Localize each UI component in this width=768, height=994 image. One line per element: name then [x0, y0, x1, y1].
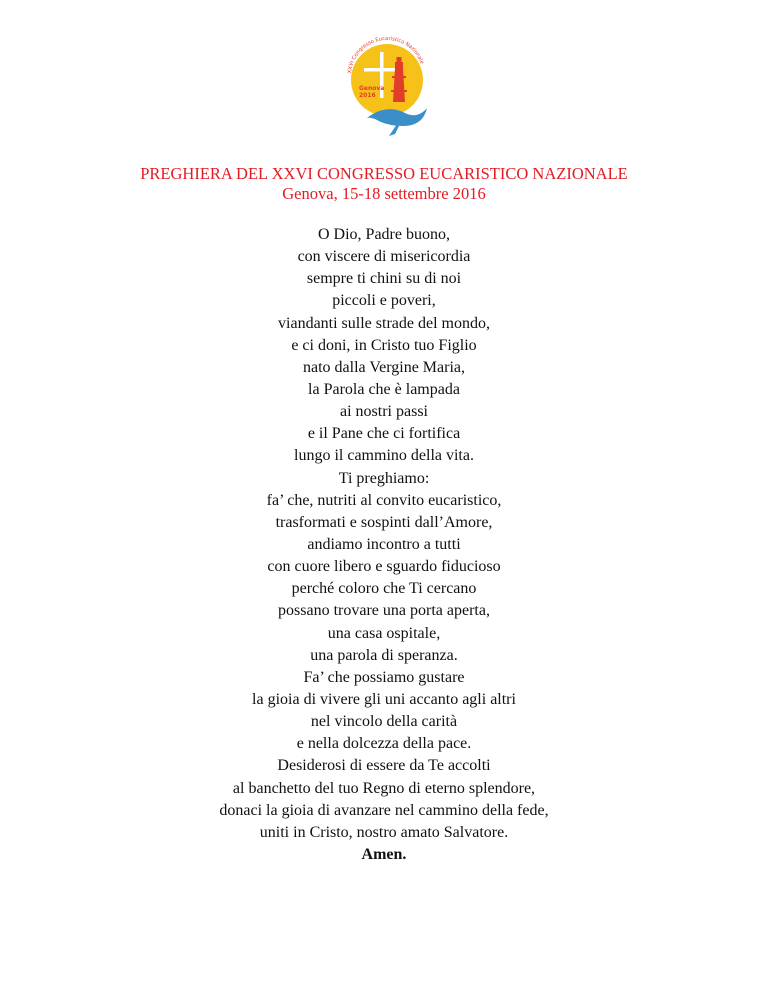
prayer-line: e il Pane che ci fortifica	[307, 425, 461, 443]
prayer-line: fa’ che, nutriti al convito eucaristico,	[266, 491, 502, 509]
congress-logo	[337, 28, 437, 138]
prayer-line: piccoli e poveri,	[332, 292, 436, 310]
logo-arc-text: XXVI Congresso Eucaristico Nazionale	[347, 35, 425, 74]
prayer-line: viandanti sulle strade del mondo,	[278, 314, 490, 332]
logo-sun	[351, 44, 423, 116]
prayer-line: e nella dolcezza della pace.	[296, 735, 472, 753]
prayer-line: la gioia di vivere gli uni accanto agli altri	[252, 690, 516, 708]
prayer-line: una casa ospitale,	[327, 624, 441, 642]
logo-wave-tail	[389, 124, 399, 136]
prayer-line: sempre ti chini su di noi	[306, 270, 462, 288]
logo-city: Genova	[359, 85, 385, 92]
prayer-line: O Dio, Padre buono,	[318, 226, 450, 243]
prayer-line: e ci doni, in Cristo tuo Figlio	[291, 336, 477, 354]
prayer-text	[0, 224, 768, 866]
logo-cross-horizontal	[364, 68, 398, 72]
prayer-line: andiamo incontro a tutti	[307, 535, 461, 553]
prayer-line: uniti in Cristo, nostro amato Salvatore.	[259, 823, 509, 841]
prayer-line: ai nostri passi	[340, 403, 428, 421]
prayer-line: una parola di speranza.	[310, 646, 458, 664]
prayer-line: la Parola che è lampada	[308, 380, 460, 398]
prayer-line: Fa’ che possiamo gustare	[303, 668, 465, 686]
prayer-line: Ti preghiamo:	[338, 469, 430, 487]
prayer-line: trasformati e sospinti dall’Amore,	[275, 513, 493, 531]
prayer-line: Desiderosi di essere da Te accolti	[277, 757, 491, 775]
prayer-subtitle: Genova, 15-18 settembre 2016	[282, 184, 486, 203]
logo-year: 2016	[359, 92, 376, 99]
prayer-line: donaci la gioia di avanzare nel cammino della fede,	[219, 801, 549, 819]
prayer-line: con viscere di misericordia	[297, 248, 471, 266]
prayer-line: lungo il cammino della vita.	[294, 447, 474, 465]
prayer-title: PREGHIERA DEL XXVI CONGRESSO EUCARISTICO NAZIONALE	[140, 164, 628, 183]
prayer-line: nato dalla Vergine Maria,	[302, 358, 466, 376]
prayer-line: possano trovare una porta aperta,	[278, 602, 490, 620]
prayer-line: con cuore libero e sguardo fiducioso	[267, 558, 501, 576]
prayer-amen: Amen.	[361, 845, 407, 863]
prayer-line: al banchetto del tuo Regno di eterno splendore,	[232, 779, 536, 797]
prayer-line: nel vincolo della carità	[310, 713, 458, 731]
prayer-line: perché coloro che Ti cercano	[291, 580, 477, 598]
